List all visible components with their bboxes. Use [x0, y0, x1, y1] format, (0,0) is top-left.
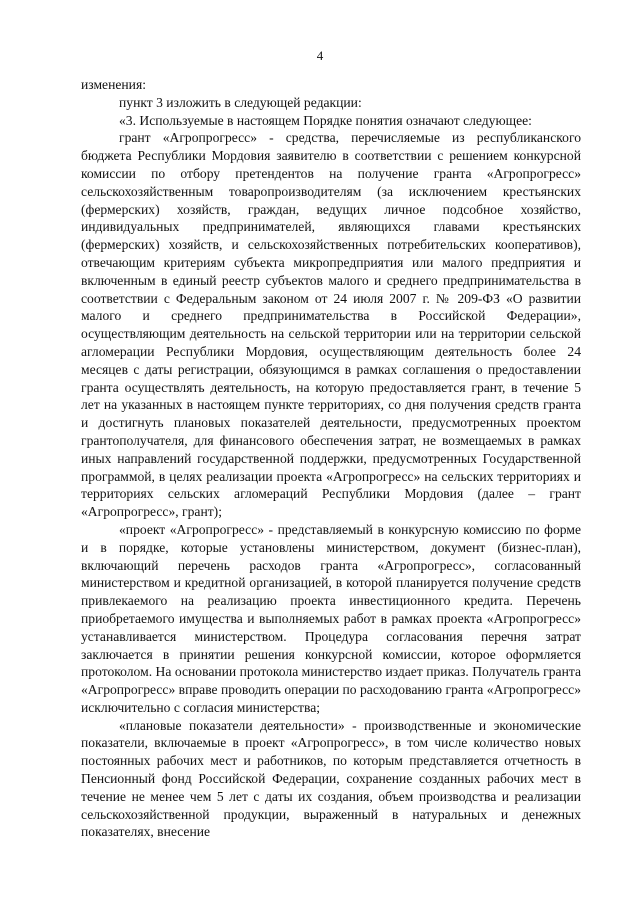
paragraph-intro: изменения: — [81, 77, 146, 92]
paragraph-definition-grant: грант «Агропрогресс» - средства, перечисляемые из республиканского бюджета Республики Мордовия заявителю в соответствии с решением конкурсной комиссии по отбору претендентов на получение гранта «Агропрогресс» сельскохозяйственным товаропроизводителям (за исключением крестьянских (фермерских) хозяйств, граждан, ведущих личное подсобное хозяйство, индивидуальных предпринимателей, являющихся главами крестьянских (фермерских) хозяйств, и сельскохозяйственных потребительских кооперативов), отвечающим критериям субъекта микропредприятия или малого предприятия и включенным в единый реестр субъектов малого и среднего предпринимательства в соответствии с Федеральным законом от 24 июля 2007 г. № 209-ФЗ «О развитии малого и среднего предпринимательства в Российской Федерации», осуществляющим деятельность на сельской территории или на территории сельской агломерации Республики Мордовия, осуществляющим деятельность более 24 месяцев с даты регистрации, обязующимся в рамках соглашения о предоставлении гранта осуществлять деятельность, на которую предоставляется грант, в течение 5 лет на указанных в настоящем пункте территориях, со дня получения средств гранта и достигнуть плановых показателей деятельности, предусмотренных проектом грантополучателя, для финансового обеспечения затрат, не возмещаемых в рамках иных направлений государственной поддержки, предусмотренных Государственной программой, в целях реализации проекта «Агропрогресс» на сельских территориях и территориях сельских агломераций Республики Мордовия (далее – грант «Агропрогресс», грант); — [81, 130, 581, 520]
page-number: 4 — [316, 48, 324, 63]
paragraph-instruction: пункт 3 изложить в следующей редакции: — [119, 94, 362, 110]
paragraph-clause-heading: «3. Используемые в настоящем Порядке понятия означают следующее: — [119, 112, 532, 128]
paragraph-definition-project: «проект «Агропрогресс» - представляемый в конкурсную комиссию по форме и в порядке, которые установлены министерством, документ (бизнес-план), включающий перечень расходов гранта «Агропрогресс», согласованный министерством и кредитной организацией, в которой планируется получение средств привлекаемого на реализацию проекта инвестиционного кредита. Перечень приобретаемого имущества и выполняемых работ в рамках проекта «Агропрогресс» устанавливается министерством. Процедура согласования перечня затрат заключается в принятии решения конкурсной комиссии, которое оформляется протоколом. На основании протокола министерство издает приказ. Получатель гранта «Агропрогресс» вправе проводить операции по расходованию гранта «Агропрогресс» исключительно с согласия министерства; — [81, 521, 581, 715]
paragraph-definition-indicators: «плановые показатели деятельности» - производственные и экономические показатели, включаемые в проект «Агропрогресс», в том числе количество новых постоянных рабочих мест и работников, по которым представляется отчетность в Пенсионный фонд Российской Федерации, сохранение созданных рабочих мест в течение не менее чем 5 лет с даты их создания, объем производства и реализации сельскохозяйственной продукции, выраженный в натуральных и денежных показателях, внесение — [81, 717, 581, 840]
document-body — [81, 76, 581, 841]
